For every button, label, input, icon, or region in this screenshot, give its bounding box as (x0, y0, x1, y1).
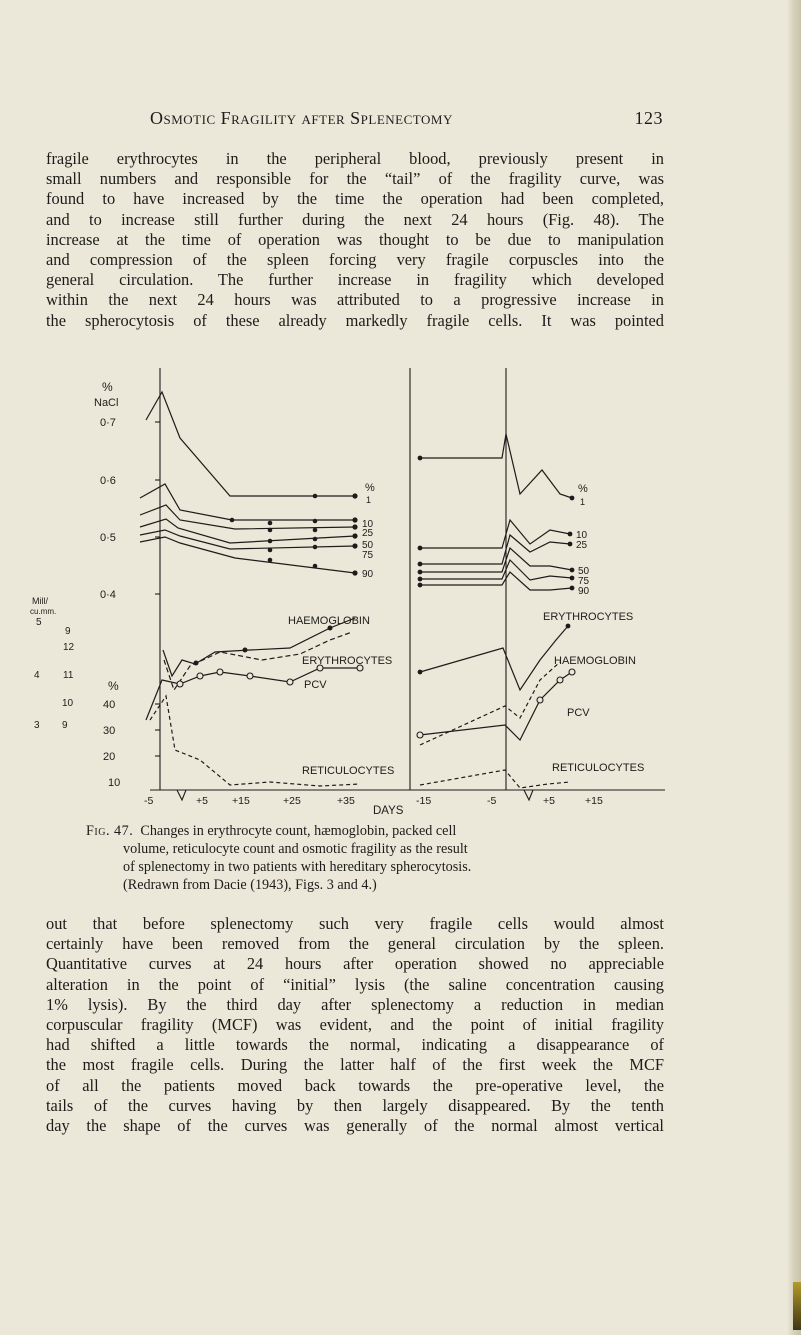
r-lysis-level: 50 (578, 566, 590, 577)
pcv-label: PCV (304, 679, 327, 691)
caption-line: volume, reticulocyte count and osmotic fragility as the result (123, 841, 468, 857)
nacl-tick: 0·4 (100, 589, 116, 601)
lysis-pct-label: % (365, 482, 375, 494)
r-lysis-level: 10 (576, 530, 588, 541)
r-haemoglobin-label: HAEMOGLOBIN (554, 655, 636, 667)
r-lysis-level: 1 (580, 497, 586, 507)
lysis-level: 75 (362, 550, 374, 561)
operation-arrow-right (524, 790, 533, 800)
caption-line: Changes in erythrocyte count, hæmoglobin, packed cell (140, 823, 457, 839)
lysis-level: 90 (362, 569, 374, 580)
r-curve-1pct (420, 434, 572, 498)
caption-line: (Redrawn from Dacie (1943), Figs. 3 and 4.) (123, 877, 377, 893)
nacl-header-label: NaCl (94, 397, 119, 409)
nacl-header-pct: % (102, 380, 113, 394)
count-tick: 3 (34, 720, 40, 731)
text-line: had shifted a little towards the normal, indicating a disappearance of (46, 1035, 664, 1055)
x-tick: -5 (487, 795, 497, 807)
text-line: and compression of the spleen forcing very fragile corpuscles into the (46, 250, 664, 270)
r-lysis-level: 75 (578, 576, 590, 587)
page-number: 123 (634, 108, 663, 128)
text-line: alteration in the point of “initial” lysis (the saline concentration causing (46, 974, 664, 994)
text-line: Quantitative curves at 24 hours after operation showed no appreciable (46, 954, 664, 974)
pct-header: % (108, 679, 119, 693)
curve-25pct (140, 505, 355, 529)
r-lysis-pct-label: % (578, 483, 588, 495)
figure-caption (86, 822, 646, 894)
r-reticulocytes-line (420, 770, 570, 788)
r-reticulocytes-label: RETICULOCYTES (552, 762, 645, 774)
nacl-tick: 0·5 (100, 532, 116, 544)
r-lysis-level: 25 (576, 540, 588, 551)
curve-1pct (146, 392, 355, 496)
text-line: corpuscular fragility (MCF) was evident, and the point of initial fragility (46, 1015, 664, 1035)
text-line: fragile erythrocytes in the peripheral blood, previously present in (46, 149, 664, 168)
count-header-unit: cu.mm. (30, 607, 57, 616)
r-curve-75pct (420, 560, 572, 580)
left-fragility-curves (140, 392, 355, 573)
x-tick: -5 (144, 795, 154, 807)
paragraph-bottom (46, 914, 664, 1136)
lysis-level: 10 (362, 519, 374, 530)
hb-tick: 11 (63, 670, 74, 681)
operation-arrow-left (177, 790, 186, 800)
lysis-level: 25 (362, 528, 374, 539)
x-tick: +15 (585, 795, 603, 807)
text-line: general circulation. The further increase in fragility which developed (46, 270, 664, 290)
nacl-tick: 0·7 (100, 417, 116, 429)
r-curve-25pct (420, 535, 570, 564)
pct-tick: 30 (103, 725, 116, 737)
count-header: Mill/ (32, 596, 48, 606)
x-tick: +5 (196, 795, 208, 807)
count-tick: 5 (36, 617, 42, 628)
lysis-level: 1 (366, 495, 372, 505)
r-curve-50pct (420, 548, 572, 572)
text-line: out that before splenectomy such very fragile cells would almost (46, 914, 664, 933)
hb-tick: 9 (65, 626, 71, 637)
text-line: the spherocytosis of these already markedly fragile cells. It was pointed (46, 310, 664, 330)
text-line: 1% lysis). By the third day after splenectomy a reduction in median (46, 994, 664, 1014)
text-line: and to increase still further during the next 24 hours (Fig. 48). The (46, 209, 664, 229)
figure-label: Fig. 47. (86, 823, 134, 839)
haemoglobin-label: HAEMOGLOBIN (288, 615, 370, 627)
count-tick: 4 (34, 670, 40, 681)
reticulocytes-label: RETICULOCYTES (302, 765, 395, 777)
text-line: tails of the curves having by then largely disappeared. By the tenth (46, 1095, 664, 1115)
r-erythrocytes-label: ERYTHROCYTES (543, 611, 634, 623)
text-line: increase at the time of operation was thought to be due to manipulation (46, 229, 664, 249)
hb-tick: 9 (62, 720, 68, 731)
x-axis-label: DAYS (373, 805, 404, 817)
lysis-level: 50 (362, 540, 374, 551)
hb-tick: 10 (62, 698, 74, 709)
text-line: the most fragile cells. During the latter half of the first week the MCF (46, 1055, 664, 1075)
erythrocytes-label: ERYTHROCYTES (302, 655, 393, 667)
x-tick: +5 (543, 795, 555, 807)
x-tick: +25 (283, 795, 301, 807)
x-tick: -15 (416, 795, 432, 807)
hb-tick: 12 (63, 642, 75, 653)
pct-tick: 40 (103, 699, 116, 711)
text-line: found to have increased by the time the operation had been completed, (46, 189, 664, 209)
text-line: certainly have been removed from the general circulation by the spleen. (46, 934, 664, 954)
pct-tick: 10 (108, 777, 121, 789)
r-lysis-level: 90 (578, 586, 590, 597)
caption-line: of splenectomy in two patients with hereditary spherocytosis. (123, 859, 472, 875)
x-tick: +15 (232, 795, 250, 807)
x-tick: +35 (337, 795, 355, 807)
r-pcv-label: PCV (567, 707, 590, 719)
text-line: within the next 24 hours was attributed to a progressive increase in (46, 290, 664, 310)
curve-10pct (140, 484, 355, 520)
nacl-tick: 0·6 (100, 475, 116, 487)
text-line: of all the patients moved back towards the pre-operative level, the (46, 1075, 664, 1095)
text-line: day the shape of the curves was generally of the normal almost vertical (46, 1116, 664, 1136)
text-line: small numbers and responsible for the “tail” of the fragility curve, was (46, 169, 664, 189)
r-haemoglobin-line (420, 626, 568, 690)
pct-tick: 20 (103, 751, 116, 763)
r-pcv-line (420, 672, 572, 740)
r-curve-90pct (420, 572, 572, 590)
running-title: Osmotic Fragility after Splenectomy (150, 108, 453, 128)
